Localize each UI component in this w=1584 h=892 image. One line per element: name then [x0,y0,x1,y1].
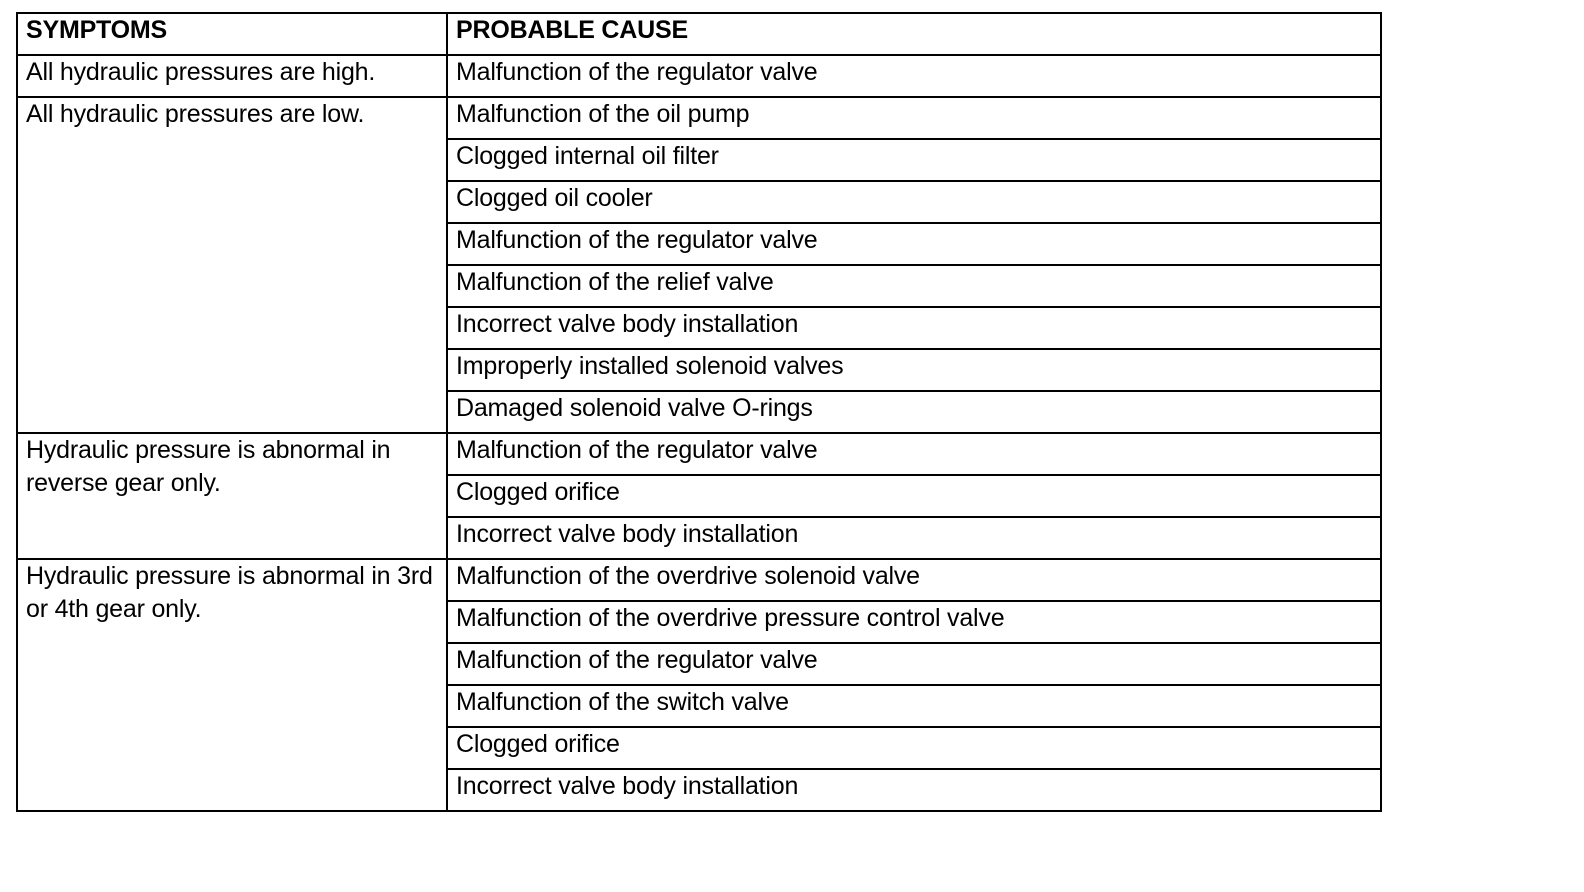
cause-cell: Incorrect valve body installation [447,307,1381,349]
cause-cell: Clogged orifice [447,475,1381,517]
table-row [17,433,1381,475]
cause-cell: Malfunction of the overdrive solenoid valve [447,559,1381,601]
table-row [17,97,1381,139]
cause-cell: Damaged solenoid valve O-rings [447,391,1381,433]
cause-cell: Malfunction of the overdrive pressure control valve [447,601,1381,643]
cause-cell: Clogged oil cooler [447,181,1381,223]
table-row [17,559,1381,601]
symptom-cell: All hydraulic pressures are low. [17,97,447,433]
cause-cell: Malfunction of the regulator valve [447,433,1381,475]
cause-cell: Incorrect valve body installation [447,769,1381,811]
cause-cell: Improperly installed solenoid valves [447,349,1381,391]
cause-cell: Clogged orifice [447,727,1381,769]
cause-cell: Malfunction of the relief valve [447,265,1381,307]
cause-cell: Malfunction of the regulator valve [447,223,1381,265]
symptom-cell: Hydraulic pressure is abnormal in 3rd or 4th gear only. [17,559,447,811]
header-probable-cause: PROBABLE CAUSE [447,13,1381,55]
cause-cell: Malfunction of the regulator valve [447,55,1381,97]
cause-cell: Malfunction of the switch valve [447,685,1381,727]
header-row [17,13,1381,55]
cause-cell: Malfunction of the regulator valve [447,643,1381,685]
troubleshooting-table [16,12,1382,812]
cause-cell: Malfunction of the oil pump [447,97,1381,139]
symptom-cell: Hydraulic pressure is abnormal in reverse gear only. [17,433,447,559]
symptom-cell: All hydraulic pressures are high. [17,55,447,97]
header-symptoms: SYMPTOMS [17,13,447,55]
cause-cell: Clogged internal oil filter [447,139,1381,181]
troubleshooting-table-container [16,12,1380,812]
cause-cell: Incorrect valve body installation [447,517,1381,559]
table-row [17,55,1381,97]
